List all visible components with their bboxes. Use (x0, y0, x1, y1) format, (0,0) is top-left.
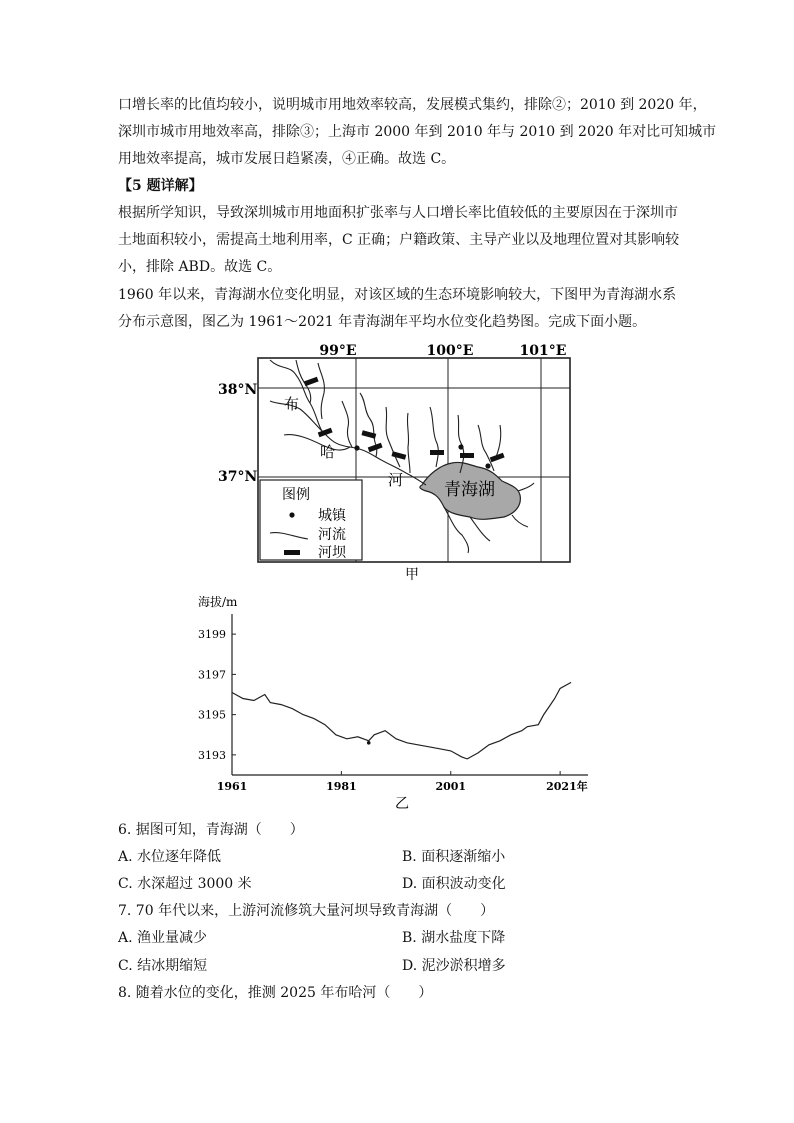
map-legend (260, 480, 362, 561)
q7-option-c[interactable]: C. 结冰期缩短 (118, 958, 208, 974)
longitude-label-100: 100°E (426, 343, 474, 359)
longitude-label-99: 99°E (319, 343, 357, 359)
x-tick-label: 2001 (435, 780, 467, 793)
q6-option-c[interactable]: C. 水深超过 3000 米 (118, 876, 252, 892)
x-tick-label: 1981 (326, 780, 357, 793)
river-label-bu: 布 (284, 395, 300, 413)
dam (430, 450, 444, 455)
latitude-label-37: 37°N (218, 469, 258, 485)
q5-line-2: 土地面积较小，需提高土地利用率，C 正确；户籍政策、主导产业以及地理位置对其影响较 (118, 232, 680, 248)
q5-heading: 【5 题详解】 (118, 178, 203, 194)
q7-option-d[interactable]: D. 泥沙淤积增多 (402, 958, 506, 974)
analysis-line-1: 口增长率的比值均较小，说明城市用地效率较高，发展模式集约，排除②；2010 到 2020 年， (118, 97, 707, 113)
x-tick-label: 1961 (216, 780, 248, 793)
water-system-map (200, 335, 600, 585)
intro-line-1: 1960 年以来，青海湖水位变化明显，对该区域的生态环境影响较大，下图甲为青海湖水系 (118, 287, 677, 303)
q6-option-d[interactable]: D. 面积波动变化 (402, 876, 506, 892)
intro-line-2: 分布示意图，图乙为 1961～2021 年青海湖年平均水位变化趋势图。完成下面小题。 (118, 314, 647, 330)
annotation-dot (367, 741, 371, 745)
legend-town-label: 城镇 (318, 508, 346, 524)
q6-option-a[interactable]: A. 水位逐年降低 (118, 849, 222, 865)
q6-stem: 6. 据图可知，青海湖（ ） (118, 822, 304, 838)
chart-caption: 乙 (395, 796, 409, 812)
q5-line-3: 小，排除 ABD。故选 C。 (118, 259, 282, 275)
river-label-he: 河 (388, 471, 404, 489)
map-caption: 甲 (405, 567, 419, 583)
town (458, 444, 463, 449)
river-label-ha: 哈 (320, 443, 336, 461)
water-level-chart (190, 590, 610, 815)
lake-label: 青海湖 (444, 480, 495, 500)
legend-dam-label: 河坝 (318, 545, 346, 561)
y-tick-label: 3193 (198, 748, 226, 762)
longitude-label-101: 101°E (519, 343, 567, 359)
q7-option-a[interactable]: A. 渔业量减少 (118, 930, 208, 946)
q5-line-1: 根据所学知识，导致深圳城市用地面积扩张率与人口增长率比值较低的主要原因在于深圳市 (118, 205, 678, 221)
y-axis-label: 海拔/m (198, 595, 238, 609)
analysis-line-3: 用地效率提高，城市发展日趋紧凑，④正确。故选 C。 (118, 151, 456, 167)
town (354, 445, 359, 450)
y-tick-label: 3195 (198, 708, 226, 722)
y-tick-label: 3199 (198, 628, 226, 642)
legend-title: 图例 (282, 487, 310, 503)
water-level-line (232, 682, 571, 759)
dam (460, 453, 474, 458)
legend-river-label: 河流 (318, 527, 346, 543)
y-tick-label: 3197 (198, 668, 226, 682)
x-tick-label: 2021年 (546, 780, 588, 793)
analysis-line-2: 深圳市城市用地效率高，排除③；上海市 2000 年到 2010 年与 2010 到 2020 年对比可知城市 (118, 124, 717, 140)
dam (304, 377, 319, 386)
q7-stem: 7. 70 年代以来，上游河流修筑大量河坝导致青海湖（ ） (118, 903, 495, 919)
q6-option-b[interactable]: B. 面积逐渐缩小 (402, 849, 506, 865)
q8-stem: 8. 随着水位的变化，推测 2025 年布哈河（ ） (118, 985, 433, 1001)
q7-option-b[interactable]: B. 湖水盐度下降 (402, 930, 506, 946)
town (485, 463, 490, 468)
legend-dam-symbol (284, 550, 300, 555)
legend-town-symbol (289, 512, 294, 517)
dam (391, 451, 406, 459)
latitude-label-38: 38°N (218, 382, 258, 398)
